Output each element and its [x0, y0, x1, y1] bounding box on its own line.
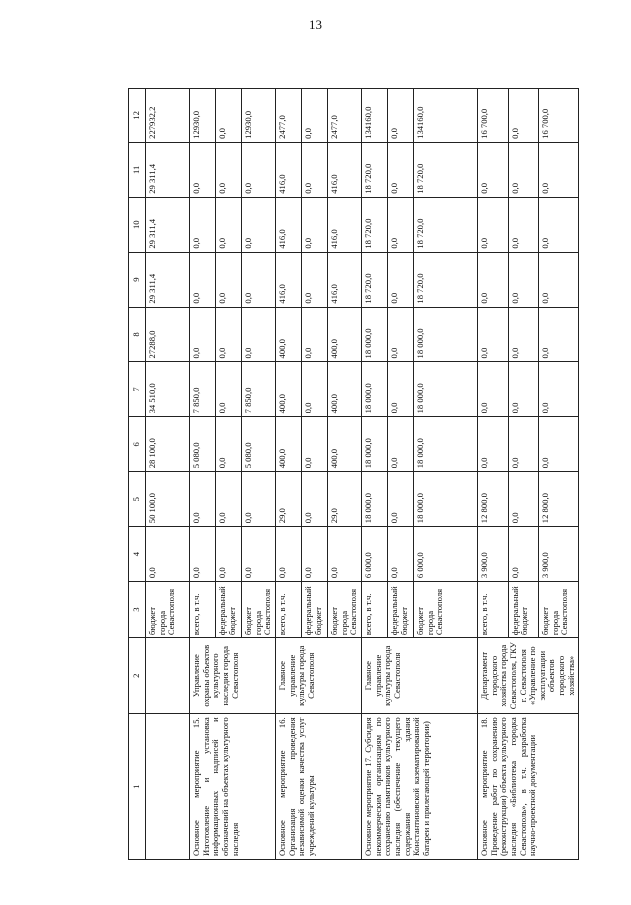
measure-description: Основное мероприятие 17. Субсидия некоммерческим организациям по сохранению памятников культурного наследия (обеспечение текущего содержания здания Константиновской казематированной батареи и прилегающей территории): [362, 714, 478, 860]
amount-cell-col-4: 3 900,0: [539, 527, 579, 582]
amount-cell-col-6: 5 080,0: [190, 417, 216, 472]
amount-cell-col-10: 416,0: [276, 197, 302, 252]
amount-cell-col-11: 416,0: [276, 142, 302, 197]
amount-cell-col-12: 134160,0: [414, 89, 478, 143]
table-row: [146, 89, 190, 860]
amount-cell-col-11: 0,0: [216, 142, 242, 197]
amount-cell-col-4: 0,0: [276, 527, 302, 582]
column-number-row: [129, 89, 146, 860]
amount-cell-col-5: 50 100,0: [146, 472, 190, 527]
amount-cell-col-12: 0,0: [302, 89, 328, 143]
column-number-3: 3: [129, 582, 146, 638]
amount-cell-col-9: 0,0: [478, 252, 509, 307]
amount-cell-col-9: 0,0: [539, 252, 579, 307]
amount-cell-col-6: 0,0: [388, 417, 414, 472]
amount-cell-col-10: 416,0: [328, 197, 362, 252]
amount-cell-col-11: 18 720,0: [414, 142, 478, 197]
amount-cell-col-5: 0,0: [302, 472, 328, 527]
amount-cell-col-9: 0,0: [190, 252, 216, 307]
amount-cell-col-6: 0,0: [302, 417, 328, 472]
amount-cell-col-10: 0,0: [539, 197, 579, 252]
amount-cell-col-7: 7 850,0: [190, 362, 216, 417]
funding-source: всего, в т.ч.: [276, 582, 302, 638]
amount-cell-col-11: 0,0: [508, 142, 539, 197]
amount-cell-col-4: 0,0: [146, 527, 190, 582]
amount-cell-col-7: 0,0: [216, 362, 242, 417]
amount-cell-col-10: 18 720,0: [414, 197, 478, 252]
column-number-5: 5: [129, 472, 146, 527]
amount-cell-col-7: 0,0: [539, 362, 579, 417]
amount-cell-col-9: 0,0: [388, 252, 414, 307]
amount-cell-col-7: 400,0: [276, 362, 302, 417]
funding-source: всего, в т.ч.: [190, 582, 216, 638]
funding-source: всего, в т.ч.: [362, 582, 388, 638]
amount-cell-col-4: 0,0: [302, 527, 328, 582]
amount-cell-col-8: 18 000,0: [362, 307, 388, 362]
amount-cell-col-9: 416,0: [276, 252, 302, 307]
amount-cell-col-6: 400,0: [328, 417, 362, 472]
funding-source: бюджет города Севастополя: [414, 582, 478, 638]
amount-cell-col-6: 18 000,0: [414, 417, 478, 472]
amount-cell-col-5: 12 800,0: [539, 472, 579, 527]
amount-cell-col-10: 29 311,4: [146, 197, 190, 252]
amount-cell-col-10: 0,0: [508, 197, 539, 252]
amount-cell-col-6: 5 080,0: [242, 417, 276, 472]
amount-cell-col-11: 0,0: [478, 142, 509, 197]
amount-cell-col-5: 0,0: [508, 472, 539, 527]
amount-cell-col-11: 0,0: [190, 142, 216, 197]
column-number-9: 9: [129, 252, 146, 307]
amount-cell-col-5: 0,0: [388, 472, 414, 527]
amount-cell-col-4: 0,0: [508, 527, 539, 582]
amount-cell-col-5: 12 800,0: [478, 472, 509, 527]
table-body: [146, 89, 579, 860]
amount-cell-col-10: 0,0: [478, 197, 509, 252]
column-number-1: 1: [129, 714, 146, 860]
column-number-11: 11: [129, 142, 146, 197]
amount-cell-col-12: 12930,0: [242, 89, 276, 143]
amount-cell-col-8: 0,0: [388, 307, 414, 362]
amount-cell-col-7: 0,0: [302, 362, 328, 417]
amount-cell-col-10: 0,0: [242, 197, 276, 252]
column-number-7: 7: [129, 362, 146, 417]
amount-cell-col-6: 28 100,0: [146, 417, 190, 472]
table-row: [276, 89, 302, 860]
amount-cell-col-8: 0,0: [508, 307, 539, 362]
amount-cell-col-4: 0,0: [388, 527, 414, 582]
amount-cell-col-8: 0,0: [190, 307, 216, 362]
amount-cell-col-11: 0,0: [388, 142, 414, 197]
amount-cell-col-9: 0,0: [302, 252, 328, 307]
column-number-10: 10: [129, 197, 146, 252]
funding-source: федеральный бюджет: [216, 582, 242, 638]
amount-cell-col-8: 0,0: [302, 307, 328, 362]
amount-cell-col-12: 2477,0: [276, 89, 302, 143]
amount-cell-col-11: 0,0: [242, 142, 276, 197]
amount-cell-col-12: 2477,0: [328, 89, 362, 143]
amount-cell-col-10: 0,0: [216, 197, 242, 252]
amount-cell-col-4: 6 000,0: [362, 527, 388, 582]
amount-cell-col-5: 18 000,0: [414, 472, 478, 527]
amount-cell-col-8: 18 000,0: [414, 307, 478, 362]
amount-cell-col-12: 134160,0: [362, 89, 388, 143]
amount-cell-col-8: 400,0: [328, 307, 362, 362]
column-number-8: 8: [129, 307, 146, 362]
amount-cell-col-9: 416,0: [328, 252, 362, 307]
funding-source: федеральный бюджет: [388, 582, 414, 638]
column-number-4: 4: [129, 527, 146, 582]
amount-cell-col-12: 0,0: [388, 89, 414, 143]
measure-description: Основное мероприятие 18. Проведение работ по сохранению (реконструкции) объекта культурного наследия «Библиотека городка Севастополь», в т.ч. разработка научно-проектной документации: [478, 714, 579, 860]
amount-cell-col-7: 400,0: [328, 362, 362, 417]
page-number: 13: [309, 17, 322, 32]
amount-cell-col-9: 0,0: [242, 252, 276, 307]
amount-cell-col-6: 0,0: [478, 417, 509, 472]
amount-cell-col-7: 34 510,0: [146, 362, 190, 417]
amount-cell-col-6: 18 000,0: [362, 417, 388, 472]
amount-cell-col-5: 18 000,0: [362, 472, 388, 527]
amount-cell-col-10: 0,0: [190, 197, 216, 252]
amount-cell-col-11: 0,0: [302, 142, 328, 197]
amount-cell-col-4: 0,0: [242, 527, 276, 582]
amount-cell-col-12: 0,0: [216, 89, 242, 143]
amount-cell-col-11: 416,0: [328, 142, 362, 197]
responsible-executor: [146, 638, 190, 714]
amount-cell-col-8: 27288,0: [146, 307, 190, 362]
table-row: [362, 89, 388, 860]
measure-description: Основное мероприятие 16. Организация проведения независимой оценки качества услуг учреждений культуры: [276, 714, 362, 860]
amount-cell-col-4: 0,0: [190, 527, 216, 582]
amount-cell-col-4: 0,0: [328, 527, 362, 582]
funding-source: бюджет города Севастополя: [146, 582, 190, 638]
responsible-executor: Главное управление культуры города Севастополя: [362, 638, 478, 714]
amount-cell-col-5: 0,0: [190, 472, 216, 527]
funding-source: бюджет города Севастополя: [328, 582, 362, 638]
amount-cell-col-7: 0,0: [388, 362, 414, 417]
amount-cell-col-12: 16 700,0: [539, 89, 579, 143]
amount-cell-col-7: 0,0: [478, 362, 509, 417]
amount-cell-col-4: 6 000,0: [414, 527, 478, 582]
amount-cell-col-6: 0,0: [539, 417, 579, 472]
responsible-executor: Главное управление культуры города Севастополя: [276, 638, 362, 714]
amount-cell-col-9: 0,0: [508, 252, 539, 307]
amount-cell-col-11: 18 720,0: [362, 142, 388, 197]
responsible-executor: Управление охраны объектов культурного наследия города Севастополя: [190, 638, 276, 714]
column-number-2: 2: [129, 638, 146, 714]
amount-cell-col-8: 0,0: [478, 307, 509, 362]
amount-cell-col-12: 227932,2: [146, 89, 190, 143]
table-row: [190, 89, 216, 860]
amount-cell-col-12: 0,0: [508, 89, 539, 143]
rotated-table-sheet: [128, 88, 576, 860]
amount-cell-col-9: 0,0: [216, 252, 242, 307]
column-number-12: 12: [129, 89, 146, 143]
amount-cell-col-7: 18 000,0: [362, 362, 388, 417]
amount-cell-col-11: 29 311,4: [146, 142, 190, 197]
amount-cell-col-6: 0,0: [508, 417, 539, 472]
amount-cell-col-10: 18 720,0: [362, 197, 388, 252]
amount-cell-col-7: 18 000,0: [414, 362, 478, 417]
amount-cell-col-9: 29 311,4: [146, 252, 190, 307]
amount-cell-col-7: 7 850,0: [242, 362, 276, 417]
amount-cell-col-8: 0,0: [216, 307, 242, 362]
amount-cell-col-4: 3 900,0: [478, 527, 509, 582]
measure-description: Основное мероприятие 15. Изготовление и установка информационных надписей и обозначений на объектах культурного наследия: [190, 714, 276, 860]
budget-table: [128, 88, 579, 860]
funding-source: федеральный бюджет: [302, 582, 328, 638]
amount-cell-col-8: 0,0: [242, 307, 276, 362]
amount-cell-col-6: 400,0: [276, 417, 302, 472]
amount-cell-col-5: 29,0: [328, 472, 362, 527]
amount-cell-col-10: 0,0: [302, 197, 328, 252]
amount-cell-col-5: 0,0: [242, 472, 276, 527]
amount-cell-col-12: 16 700,0: [478, 89, 509, 143]
measure-description: [146, 714, 190, 860]
amount-cell-col-9: 18 720,0: [414, 252, 478, 307]
funding-source: бюджет города Севастополя: [539, 582, 579, 638]
amount-cell-col-7: 0,0: [508, 362, 539, 417]
responsible-executor: Департамент городского хозяйства города Севастополя, ГКУ г. Севастополя «Управление по эксплуатации объектов городского хозяйства»: [478, 638, 579, 714]
funding-source: федеральный бюджет: [508, 582, 539, 638]
table-row: [478, 89, 509, 860]
amount-cell-col-12: 12930,0: [190, 89, 216, 143]
amount-cell-col-6: 0,0: [216, 417, 242, 472]
amount-cell-col-8: 0,0: [539, 307, 579, 362]
amount-cell-col-9: 18 720,0: [362, 252, 388, 307]
funding-source: бюджет города Севастополя: [242, 582, 276, 638]
amount-cell-col-5: 29,0: [276, 472, 302, 527]
funding-source: всего, в т.ч.: [478, 582, 509, 638]
amount-cell-col-4: 0,0: [216, 527, 242, 582]
amount-cell-col-5: 0,0: [216, 472, 242, 527]
amount-cell-col-10: 0,0: [388, 197, 414, 252]
amount-cell-col-11: 0,0: [539, 142, 579, 197]
amount-cell-col-8: 400,0: [276, 307, 302, 362]
column-number-6: 6: [129, 417, 146, 472]
